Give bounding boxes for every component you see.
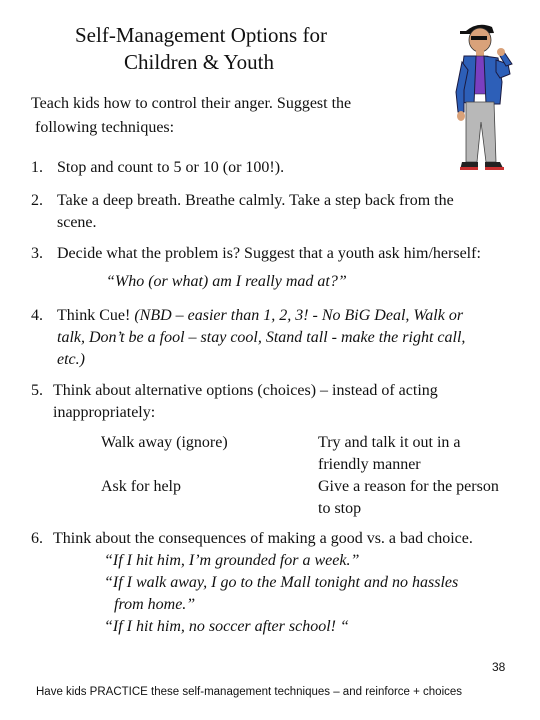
- item-6-number: 6.: [31, 530, 43, 547]
- title-line-2: Children & Youth: [124, 50, 274, 75]
- option-walk-away: Walk away (ignore): [101, 434, 228, 451]
- option-ask-for-help: Ask for help: [101, 478, 181, 495]
- item-4-line-3: etc.): [57, 351, 85, 368]
- intro-line-2: following techniques:: [35, 119, 175, 136]
- item-4-line-1: [57, 305, 463, 327]
- option-give-reason-1: Give a reason for the person: [318, 478, 499, 495]
- item-5-line-2: inappropriately:: [53, 404, 156, 421]
- item-4-detail-1: (NBD – easier than 1, 2, 3! - No BiG Deal, Walk or: [134, 307, 464, 324]
- consequence-quote-2a: “If I walk away, I go to the Mall tonight and no hassles: [104, 574, 459, 591]
- item-5-number: 5.: [31, 382, 43, 399]
- page-title: [75, 22, 327, 77]
- page-number: 38: [492, 660, 506, 674]
- title-line-1: Self-Management Options for: [75, 23, 327, 47]
- item-4-lead: Think Cue!: [57, 307, 131, 324]
- item-3-text: Decide what the problem is? Suggest that a youth ask him/herself:: [57, 245, 481, 262]
- item-6-text: Think about the consequences of making a good vs. a bad choice.: [53, 530, 473, 547]
- intro-line-1: Teach kids how to control their anger. Suggest the: [31, 95, 352, 112]
- item-4-line-2: talk, Don’t be a fool – stay cool, Stand tall - make the right call,: [57, 329, 466, 346]
- option-talk-it-out-2: friendly manner: [318, 456, 421, 473]
- item-2-line-1: Take a deep breath. Breathe calmly. Take a step back from the: [57, 192, 454, 209]
- consequence-quote-3: “If I hit him, no soccer after school! “: [104, 618, 349, 635]
- item-5-line-1: Think about alternative options (choices) – instead of acting: [53, 382, 438, 399]
- item-1-number: 1.: [31, 159, 43, 176]
- item-1-text: Stop and count to 5 or 10 (or 100!).: [57, 159, 285, 176]
- youth-figure-illustration: [442, 12, 532, 184]
- item-3-quote: “Who (or what) am I really mad at?”: [106, 273, 347, 290]
- item-3-number: 3.: [31, 245, 43, 262]
- consequence-quote-2b: from home.”: [114, 596, 196, 613]
- consequence-quote-1: “If I hit him, I’m grounded for a week.”: [104, 552, 360, 569]
- item-2-number: 2.: [31, 192, 43, 209]
- option-give-reason-2: to stop: [318, 500, 362, 517]
- footer-note: Have kids PRACTICE these self-management techniques – and reinforce + choices: [36, 686, 463, 698]
- item-4-number: 4.: [31, 307, 43, 324]
- item-2-line-2: scene.: [57, 214, 97, 231]
- option-talk-it-out-1: Try and talk it out in a: [318, 434, 461, 451]
